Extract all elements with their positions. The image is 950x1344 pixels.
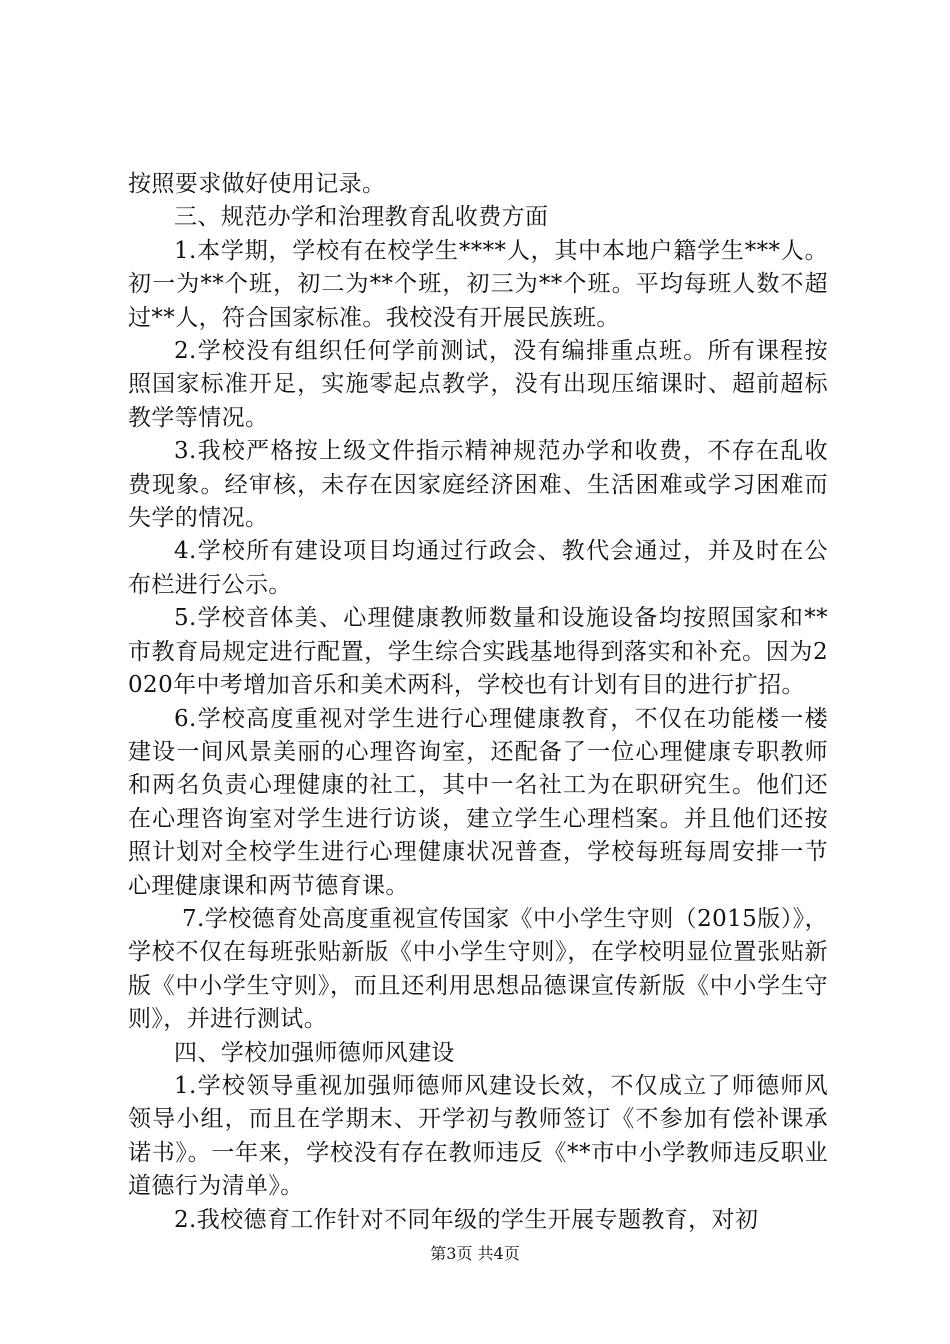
section-heading-three: 三、规范办学和治理教育乱收费方面 bbox=[174, 204, 549, 231]
section-heading-four: 四、学校加强师德师风建设 bbox=[174, 1039, 455, 1066]
page-footer: 第3页 共4页 bbox=[430, 1244, 520, 1263]
paragraph-item-2: 2.学校没有组织任何学前测试，没有编排重点班。所有课程按照国家标准开足，实施零起点教学，没有出现压缩课时、超前超标教学等情况。 bbox=[128, 338, 828, 431]
paragraph-item-4-1: 1.学校领导重视加强师德师风建设长效，不仅成立了师德师风领导小组，而且在学期末、开学初与教师签订《不参加有偿补课承诺书》。一年来，学校没有存在教师违反《**市中小学教师违反职业道德行为清单》。 bbox=[128, 1072, 828, 1200]
paragraph-item-5: 5.学校音体美、心理健康教师数量和设施设备均按照国家和**市教育局规定进行配置，学生综合实践基地得到落实和补充。因为2020年中考增加音乐和美术两科，学校也有计划有目的进行扩招。 bbox=[128, 605, 828, 699]
paragraph-item-4-2: 2.我校德育工作针对不同年级的学生开展专题教育，对初 bbox=[174, 1206, 759, 1233]
document-body bbox=[128, 168, 828, 1237]
paragraph-item-6: 6.学校高度重视对学生进行心理健康教育，不仅在功能楼一楼建设一间风景美丽的心理咨询室，还配备了一位心理健康专职教师和两名负责心理健康的社工，其中一名社工为在职研究生。他们还在心理咨询室对学生进行访谈，建立学生心理档案。并且他们还按照计划对全校学生进行心理健康状况普查，学校每班每周安排一节心理健康课和两节德育课。 bbox=[128, 705, 828, 899]
paragraph-item-4: 4.学校所有建设项目均通过行政会、教代会通过，并及时在公布栏进行公示。 bbox=[128, 538, 828, 598]
paragraph-item-7: 7.学校德育处高度重视宣传国家《中小学生守则（2015版）》，学校不仅在每班张贴新版《中小学生守则》，在学校明显位置张贴新版《中小学生守则》，而且还利用思想品德课宣传新版《中小学生守则》，并进行测试。 bbox=[128, 905, 828, 1033]
paragraph-continuation: 按照要求做好使用记录。 bbox=[128, 171, 386, 197]
paragraph-item-1: 1.本学期，学校有在校学生****人，其中本地户籍学生***人。初一为**个班，初二为**个班，初三为**个班。平均每班人数不超过**人，符合国家标准。我校没有开展民族班。 bbox=[128, 237, 828, 331]
paragraph-item-3: 3.我校严格按上级文件指示精神规范办学和收费，不存在乱收费现象。经审核，未存在因家庭经济困难、生活困难或学习困难而失学的情况。 bbox=[128, 438, 828, 532]
